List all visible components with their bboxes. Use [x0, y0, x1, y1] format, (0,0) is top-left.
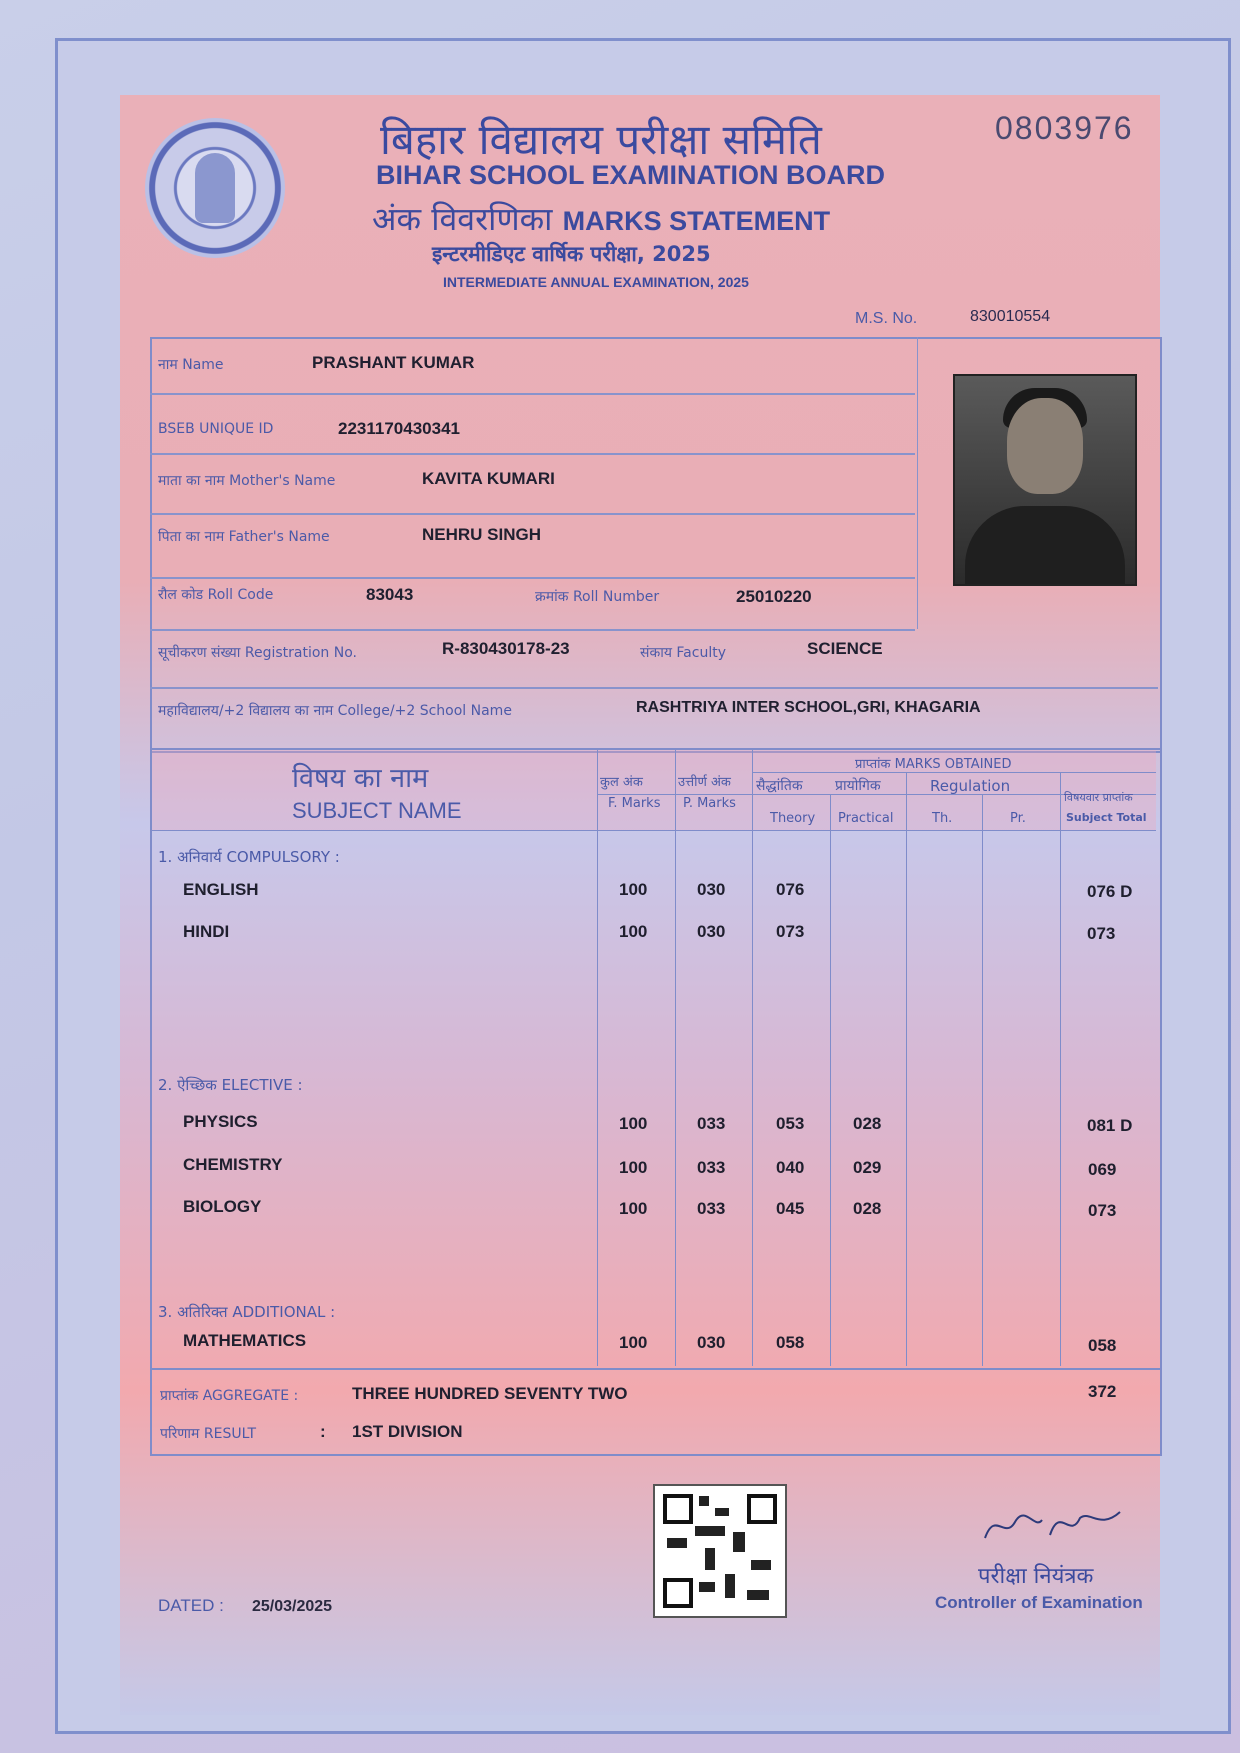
- subject-total: 076 D: [1087, 882, 1133, 901]
- college-row: [150, 687, 1158, 747]
- subject-header-hindi: विषय का नाम: [292, 763, 429, 794]
- father-name: NEHRU SINGH: [422, 525, 542, 544]
- name-row: [150, 337, 915, 395]
- theory-marks: 073: [776, 922, 805, 941]
- board-name-english: BIHAR SCHOOL EXAMINATION BOARD: [376, 160, 886, 190]
- aggregate-box: [150, 1366, 1162, 1456]
- theory-header-hindi: सैद्धांतिक: [756, 778, 803, 794]
- subject-name: ENGLISH: [183, 880, 259, 899]
- controller-signature-icon: [980, 1500, 1130, 1550]
- mother-name: KAVITA KUMARI: [422, 469, 555, 488]
- faculty-value: SCIENCE: [807, 639, 883, 658]
- student-photo: [953, 374, 1137, 586]
- subject-name: CHEMISTRY: [183, 1155, 283, 1174]
- obtained-divider: [752, 772, 1156, 773]
- subject-header-english: SUBJECT NAME: [292, 798, 462, 823]
- father-label: पिता का नाम Father's Name: [158, 529, 330, 545]
- roll-number-label: क्रमांक Roll Number: [535, 589, 660, 605]
- practical-marks: 029: [853, 1158, 882, 1177]
- marks-statement-english: MARKS STATEMENT: [562, 206, 831, 236]
- col-divider-5: [906, 772, 907, 1366]
- full-marks-hindi: कुल अंक: [600, 775, 643, 790]
- dated-label: DATED :: [158, 1596, 224, 1615]
- subject-name: HINDI: [183, 922, 230, 941]
- pass-marks-hindi: उत्तीर्ण अंक: [678, 775, 731, 790]
- pass-marks: 033: [697, 1158, 726, 1177]
- col-divider-7: [1060, 772, 1061, 1366]
- roll-code-value: 83043: [366, 585, 414, 604]
- theory-marks: 053: [776, 1114, 805, 1133]
- roll-number-value: 25010220: [736, 587, 812, 606]
- regulation-header: Regulation: [930, 777, 1011, 795]
- subject-total: 073: [1088, 1201, 1117, 1220]
- mother-label: माता का नाम Mother's Name: [158, 473, 336, 489]
- subject-total: 081 D: [1087, 1116, 1133, 1135]
- controller-hindi: परीक्षा नियंत्रक: [978, 1564, 1094, 1589]
- result-separator: :: [320, 1422, 326, 1441]
- aggregate-total: 372: [1088, 1382, 1117, 1401]
- full-marks: 100: [619, 922, 648, 941]
- uid-value: 2231170430341: [338, 419, 460, 438]
- uid-label: BSEB UNIQUE ID: [158, 421, 274, 437]
- marks-statement-title: [372, 197, 830, 240]
- exam-name-hindi: इन्टरमीडिएट वार्षिक परीक्षा, 2025: [432, 242, 711, 266]
- marks-statement-hindi: अंक विवरणिका: [372, 200, 553, 238]
- theory-header: Theory: [770, 811, 816, 826]
- subject-name: BIOLOGY: [183, 1197, 262, 1216]
- college-label: महाविद्यालय/+2 विद्यालय का नाम College/+2 School Name: [158, 703, 512, 719]
- mother-row: [150, 453, 915, 515]
- pass-marks: 033: [697, 1114, 726, 1133]
- theory-marks: 045: [776, 1199, 805, 1218]
- result-label: परिणाम RESULT: [160, 1426, 257, 1442]
- serial-number: 0803976: [995, 110, 1134, 146]
- practical-header: Practical: [838, 811, 894, 826]
- practical-marks: 028: [853, 1114, 882, 1133]
- section-additional: 3. अतिरिक्त ADDITIONAL :: [158, 1303, 336, 1321]
- regulation-pr-header: Pr.: [1010, 811, 1026, 826]
- college-value: RASHTRIYA INTER SCHOOL,GRI, KHAGARIA: [636, 699, 981, 716]
- subject-name: MATHEMATICS: [183, 1331, 307, 1350]
- exam-name-english: INTERMEDIATE ANNUAL EXAMINATION, 2025: [443, 274, 749, 290]
- subject-total-hindi: विषयवार प्राप्तांक: [1064, 791, 1133, 804]
- subject-total: 058: [1088, 1336, 1117, 1355]
- student-name: PRASHANT KUMAR: [312, 353, 475, 372]
- pass-marks-header: P. Marks: [683, 796, 736, 811]
- ms-no-value: 830010554: [970, 308, 1051, 325]
- section-elective: 2. ऐच्छिक ELECTIVE :: [158, 1076, 303, 1094]
- pass-marks: 030: [697, 880, 726, 899]
- verification-qr-code-icon: [653, 1484, 787, 1618]
- roll-code-label: रौल कोड Roll Code: [158, 587, 274, 603]
- full-marks: 100: [619, 1333, 648, 1352]
- date-value: 25/03/2025: [252, 1598, 333, 1615]
- registration-row: [150, 629, 1158, 689]
- ms-no-label: M.S. No.: [855, 310, 918, 327]
- theory-marks: 076: [776, 880, 805, 899]
- aggregate-label: प्राप्तांक AGGREGATE :: [160, 1388, 299, 1404]
- board-name-hindi: बिहार विद्यालय परीक्षा समिति: [380, 115, 822, 164]
- pass-marks: 030: [697, 1333, 726, 1352]
- col-divider-4: [830, 794, 831, 1366]
- practical-header-hindi: प्रायोगिक: [835, 778, 881, 794]
- subject-total-header: Subject Total: [1066, 811, 1147, 824]
- regulation-th-header: Th.: [932, 811, 953, 826]
- subject-total: 073: [1087, 924, 1116, 943]
- board-seal-icon: [145, 118, 285, 258]
- roll-row: [150, 577, 915, 631]
- pass-marks: 030: [697, 922, 726, 941]
- full-marks-header: F. Marks: [608, 796, 661, 811]
- subject-name: PHYSICS: [183, 1112, 258, 1131]
- registration-value: R-830430178-23: [442, 639, 570, 658]
- col-divider-2: [675, 750, 676, 1366]
- marks-table: [150, 748, 1162, 1370]
- theory-marks: 058: [776, 1333, 805, 1352]
- uid-row: [150, 393, 915, 455]
- marks-obtained-header: प्राप्तांक MARKS OBTAINED: [855, 757, 1012, 772]
- practical-marks: 028: [853, 1199, 882, 1218]
- controller-english: Controller of Examination: [935, 1593, 1143, 1612]
- col-divider-6: [982, 794, 983, 1366]
- col-divider-1: [597, 750, 598, 1366]
- full-marks: 100: [619, 1199, 648, 1218]
- header-divider: [152, 830, 1156, 831]
- father-row: [150, 513, 915, 579]
- full-marks: 100: [619, 1158, 648, 1177]
- aggregate-words: THREE HUNDRED SEVENTY TWO: [352, 1384, 628, 1403]
- faculty-label: संकाय Faculty: [640, 645, 726, 661]
- full-marks: 100: [619, 1114, 648, 1133]
- pass-marks: 033: [697, 1199, 726, 1218]
- theory-marks: 040: [776, 1158, 805, 1177]
- result-value: 1ST DIVISION: [352, 1422, 463, 1441]
- registration-label: सूचीकरण संख्या Registration No.: [158, 645, 357, 661]
- name-label: नाम Name: [158, 357, 224, 373]
- section-compulsory: 1. अनिवार्य COMPULSORY :: [158, 848, 340, 866]
- col-divider-3: [752, 750, 753, 1366]
- full-marks: 100: [619, 880, 648, 899]
- subject-total: 069: [1088, 1160, 1117, 1179]
